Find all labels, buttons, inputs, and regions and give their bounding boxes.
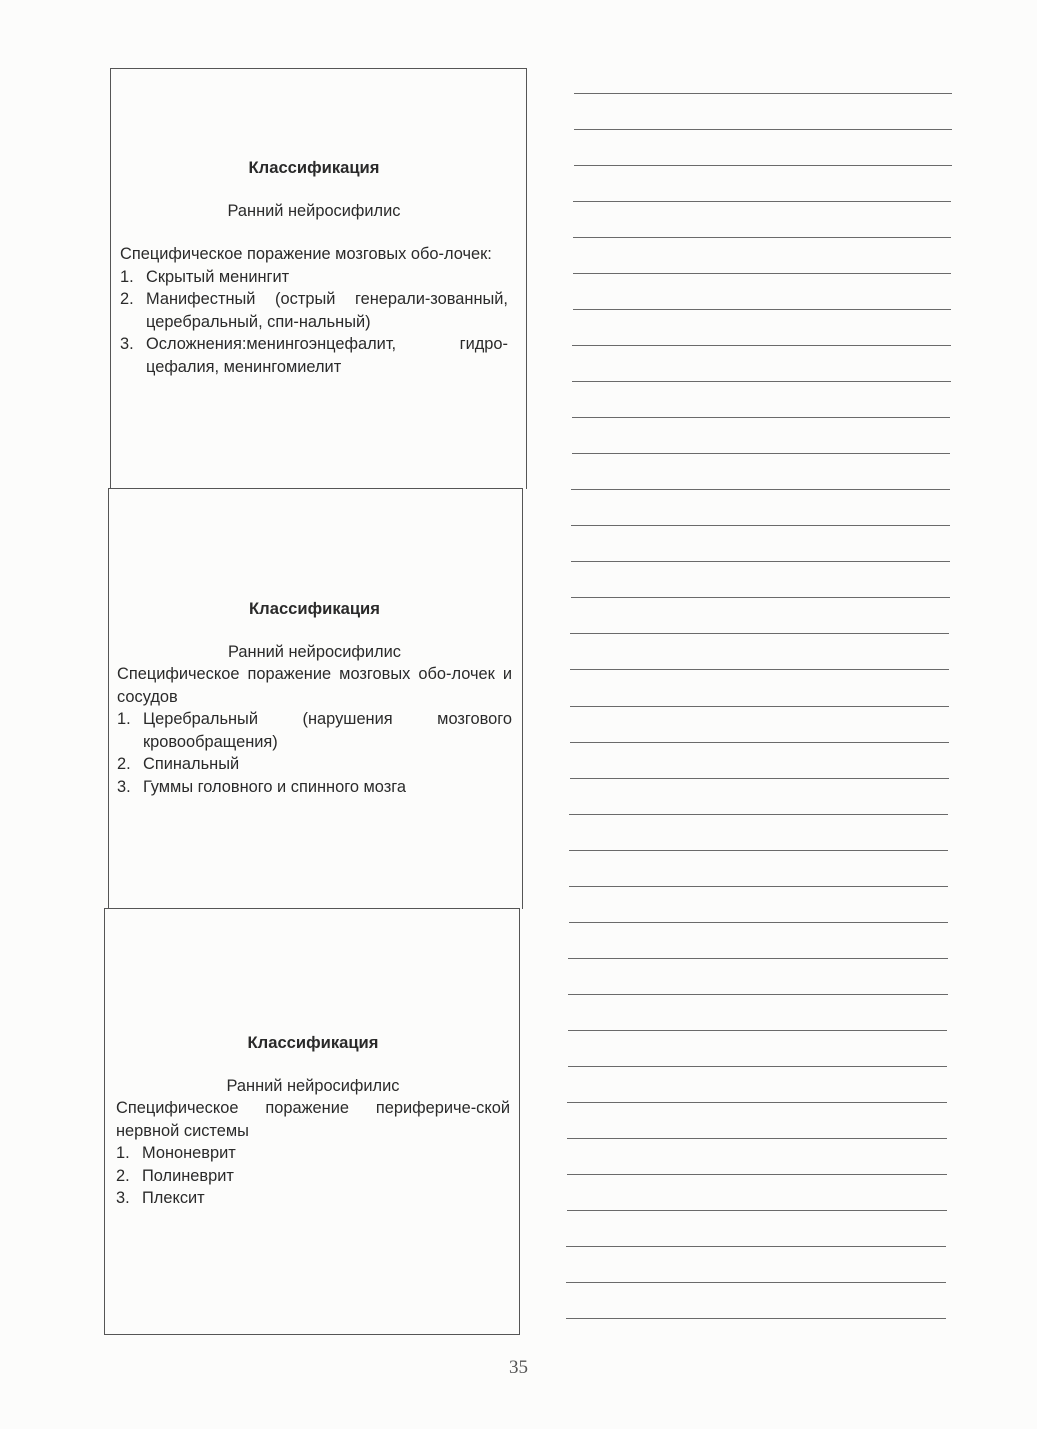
- list-item: [120, 266, 508, 289]
- note-line: [574, 165, 952, 166]
- classification-card: [108, 488, 523, 909]
- classification-card: [104, 908, 520, 1335]
- list-item-number: 3.: [116, 1189, 130, 1207]
- list-item-text: Мононеврит: [142, 1144, 236, 1162]
- list-item-number: 2.: [117, 755, 131, 773]
- list-item-number: 1.: [120, 267, 134, 286]
- note-line: [567, 1102, 947, 1103]
- note-line: [567, 1174, 947, 1175]
- list-item: [117, 708, 512, 753]
- page-number: 35: [509, 1357, 528, 1378]
- list-item: [120, 288, 508, 333]
- list-item-text: Скрытый менингит: [146, 267, 290, 286]
- list-item-number: 1.: [116, 1144, 130, 1162]
- list-item-text: Спинальный: [143, 755, 240, 773]
- list-item: [116, 1187, 510, 1210]
- note-line: [568, 1030, 948, 1031]
- card-subtitle: Ранний нейросифилис: [226, 1076, 400, 1095]
- card-list: [117, 708, 512, 798]
- list-item-number: 1.: [117, 710, 131, 728]
- list-item-number: 3.: [120, 335, 134, 353]
- list-item-text: Гуммы головного и спинного мозга: [143, 777, 406, 796]
- list-item: [116, 1142, 510, 1165]
- note-line: [571, 597, 950, 598]
- note-line: [568, 958, 947, 959]
- list-item-number: 3.: [117, 777, 131, 796]
- list-item-text: Осложнения:менингоэнцефалит, гидро-цефалия, менингомиелит: [146, 335, 508, 376]
- note-line: [567, 1210, 947, 1211]
- note-line: [567, 1138, 947, 1139]
- note-line: [572, 345, 950, 346]
- note-line: [569, 886, 948, 887]
- note-line: [571, 561, 950, 562]
- list-item: [117, 776, 512, 799]
- note-line: [566, 1246, 946, 1247]
- note-line: [570, 633, 949, 634]
- card-title: Классификация: [249, 599, 380, 618]
- note-line: [570, 706, 949, 707]
- notes-lines-area: [566, 0, 952, 1340]
- list-item-number: 2.: [116, 1166, 130, 1185]
- note-line: [574, 93, 952, 94]
- note-line: [572, 453, 951, 454]
- note-line: [570, 742, 949, 743]
- list-item-text: Церебральный (нарушения мозгового кровообращения): [143, 710, 512, 751]
- list-item: [117, 753, 512, 776]
- note-line: [572, 381, 950, 382]
- note-line: [571, 525, 950, 526]
- note-line: [569, 922, 948, 923]
- note-line: [568, 994, 947, 995]
- list-item-text: Манифестный (острый генерали-зованный, церебральный, спи-нальный): [146, 290, 508, 331]
- card-subtitle: Ранний нейросифилис: [227, 201, 401, 220]
- card-subtitle: Ранний нейросифилис: [228, 642, 401, 661]
- note-line: [566, 1282, 946, 1283]
- note-line: [566, 1318, 946, 1319]
- card-title: Классификация: [247, 1033, 379, 1052]
- card-title: Классификация: [248, 158, 380, 177]
- note-line: [573, 201, 951, 202]
- list-item-text: Плексит: [142, 1189, 205, 1207]
- list-item: [116, 1165, 510, 1188]
- note-line: [573, 237, 951, 238]
- list-item-text: Полиневрит: [142, 1166, 234, 1185]
- note-line: [574, 129, 952, 130]
- note-line: [569, 850, 948, 851]
- classification-card: [110, 68, 527, 489]
- card-list: [120, 266, 508, 379]
- card-description: Специфическое поражение мозговых обо-лочек и сосудов: [117, 665, 512, 706]
- note-line: [572, 417, 951, 418]
- card-description: Специфическое поражение мозговых обо-лочек:: [120, 245, 492, 263]
- note-line: [571, 489, 950, 490]
- card-description: Специфическое поражение перифериче-ской нервной системы: [116, 1099, 510, 1140]
- note-line: [573, 309, 951, 310]
- note-line: [568, 1066, 948, 1067]
- note-line: [570, 669, 949, 670]
- list-item: [120, 333, 508, 378]
- note-line: [570, 778, 949, 779]
- list-item-number: 2.: [120, 290, 134, 308]
- note-line: [573, 273, 951, 274]
- card-list: [116, 1142, 510, 1210]
- note-line: [569, 814, 948, 815]
